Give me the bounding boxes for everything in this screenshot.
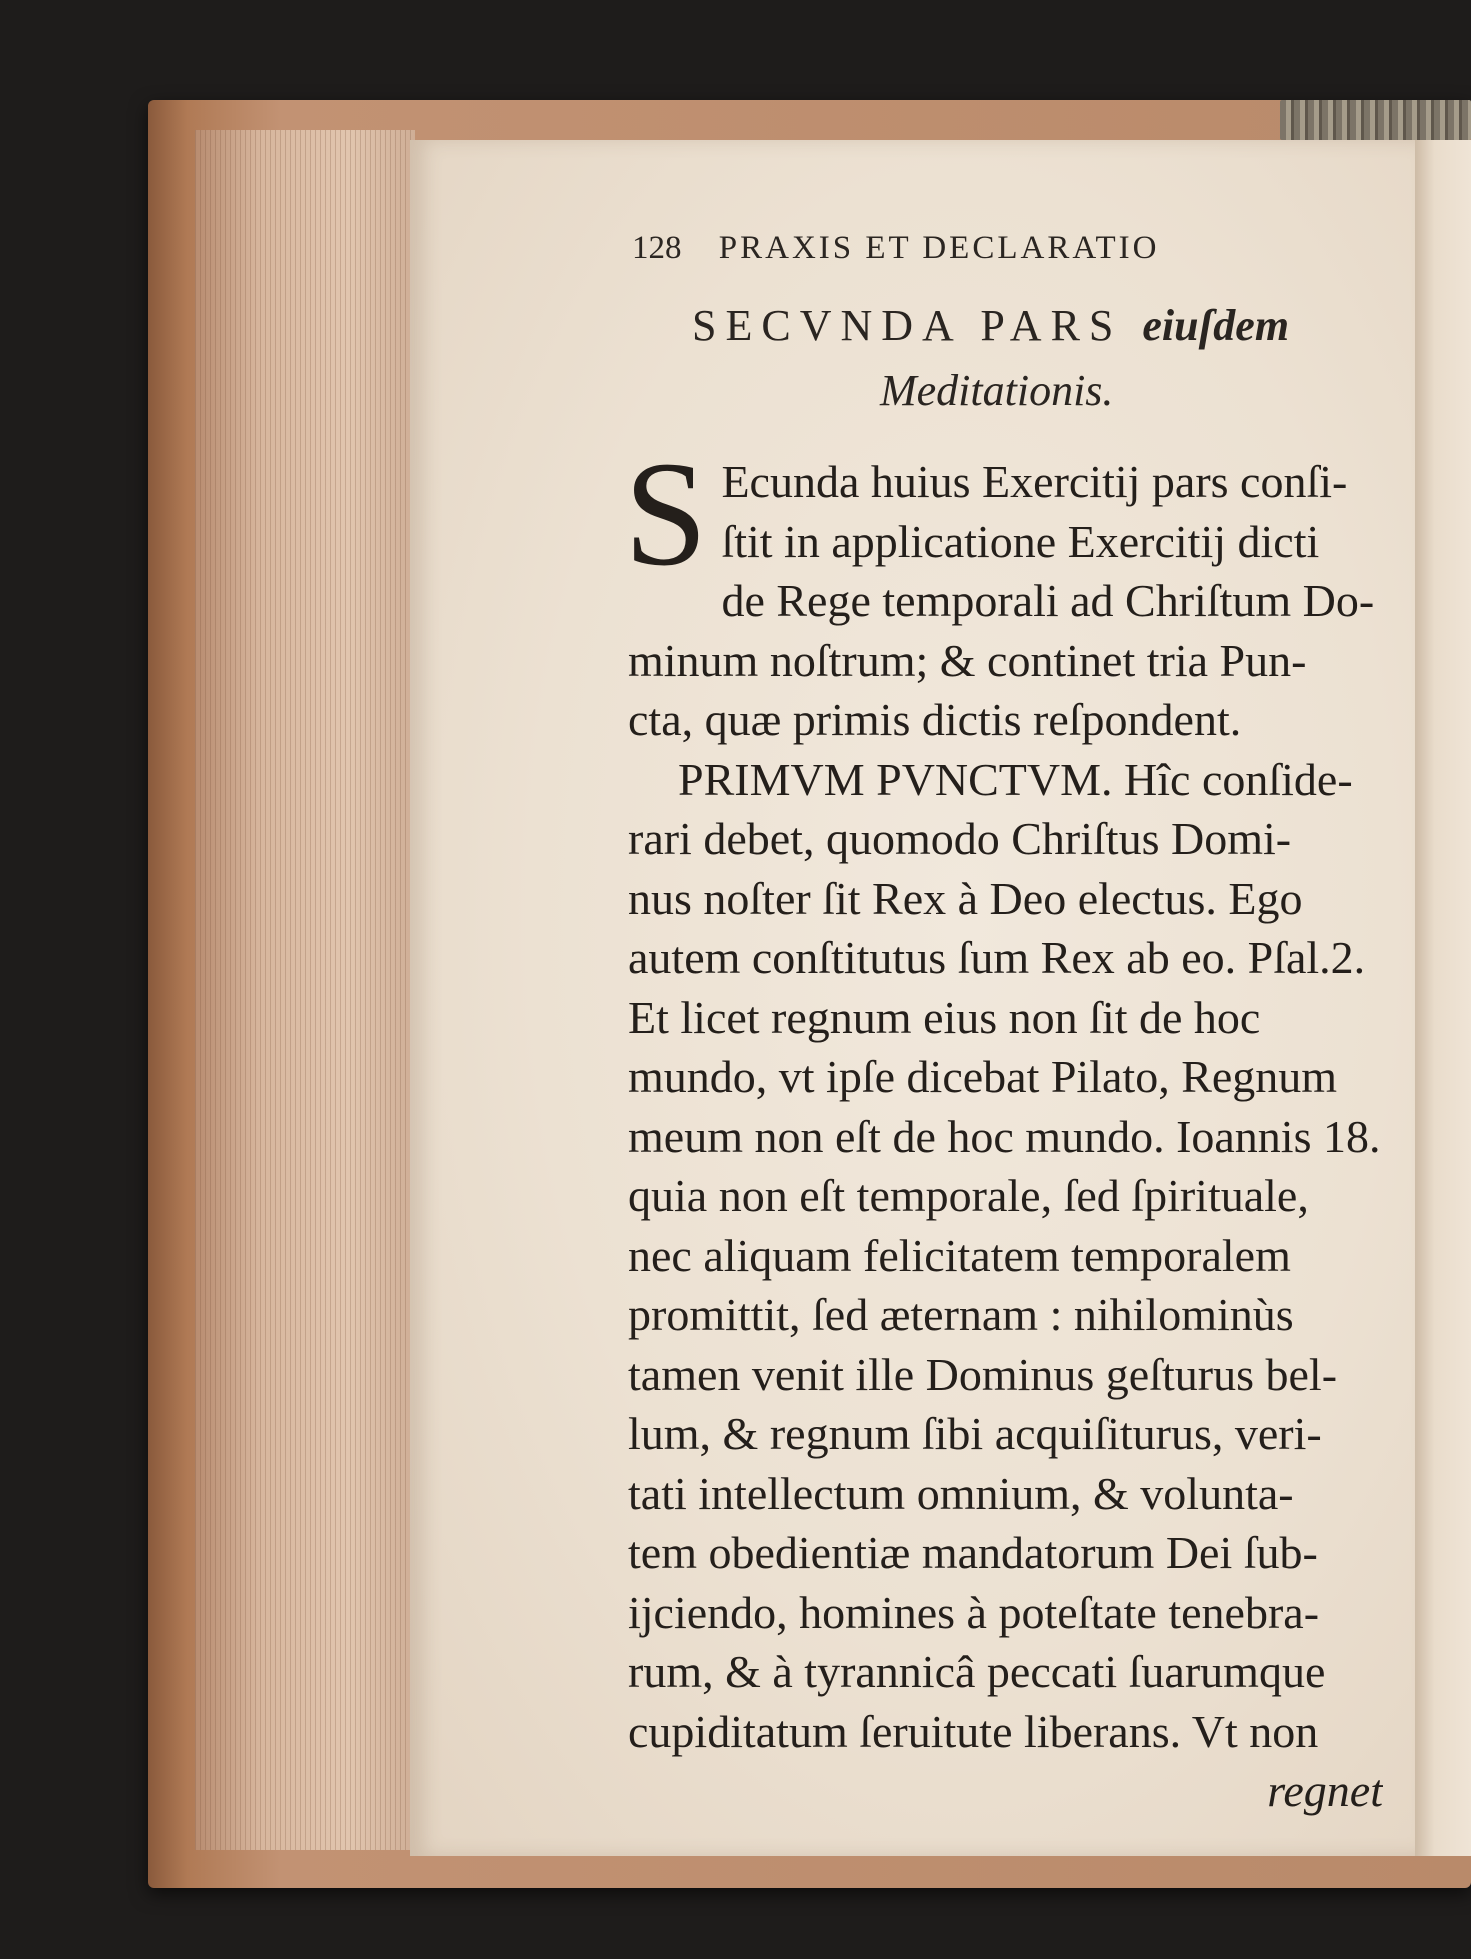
text-line: mundo, vt ipſe dicebat Pilato, Regnum bbox=[628, 1051, 1338, 1102]
text-line: tamen venit ille Dominus geſturus bel- bbox=[628, 1348, 1338, 1400]
text-line: autem conſtitutus ſum Rex ab eo. Pſal.2. bbox=[628, 932, 1366, 983]
text-line: quia non eſt temporale, ſed ſpirituale, bbox=[628, 1170, 1309, 1221]
section-heading-line2: Meditationis. bbox=[880, 366, 1114, 415]
text-line: minum noſtrum; & continet tria Pun- bbox=[628, 634, 1307, 686]
book-headband bbox=[1280, 100, 1471, 140]
text-line: nus noſter ſit Rex à Deo electus. Ego bbox=[628, 872, 1303, 924]
text-line: nec aliquam felicitatem temporalem bbox=[628, 1229, 1291, 1281]
page-number: 128 bbox=[632, 230, 682, 266]
text-line: promittit, ſed æternam : nihilominùs bbox=[628, 1289, 1294, 1340]
drop-cap: S bbox=[624, 431, 708, 597]
text-line: cupiditatum ſeruitute liberans. Vt non bbox=[628, 1705, 1319, 1757]
text-line: tati intellectum omnium, & volunta- bbox=[628, 1467, 1294, 1519]
text-line: rum, & à tyrannicâ peccati ſuarumque bbox=[628, 1646, 1326, 1697]
text-line: Et licet regnum eius non ſit de hoc bbox=[628, 991, 1261, 1043]
text-line: lum, & regnum ſibi acquiſiturus, veri- bbox=[628, 1408, 1322, 1459]
section-heading-italic: eiuſdem bbox=[1142, 301, 1290, 350]
text-line: ſtit in applicatione Exercitij dicti bbox=[721, 515, 1320, 567]
text-line: meum non eſt de hoc mundo. Ioannis 18. bbox=[628, 1110, 1381, 1162]
running-title: PRAXIS ET DECLARATIO bbox=[718, 230, 1160, 266]
body-text bbox=[624, 431, 1383, 1821]
section-heading-caps: SECVNDA PARS bbox=[692, 301, 1123, 350]
text-line: ijciendo, homines à poteſtate tenebra- bbox=[628, 1586, 1320, 1638]
text-line: Ecunda huius Exercitij pars conſi- bbox=[721, 456, 1348, 507]
page-block-edge bbox=[195, 130, 415, 1850]
text-line: rari debet, quomodo Chriſtus Domi- bbox=[628, 813, 1292, 864]
facing-page-edge bbox=[1415, 140, 1471, 1856]
text-line: cta, quæ primis dictis reſpondent. bbox=[628, 694, 1242, 745]
running-head bbox=[632, 230, 1282, 267]
section-heading bbox=[692, 300, 1392, 351]
text-line: de Rege temporali ad Chriſtum Do- bbox=[721, 575, 1375, 626]
text-line: tem obedientiæ mandatorum Dei ſub- bbox=[628, 1527, 1318, 1578]
text-line: PRIMVM PVNCTVM. Hîc conſide- bbox=[678, 753, 1353, 805]
catchword: regnet bbox=[1267, 1765, 1383, 1816]
